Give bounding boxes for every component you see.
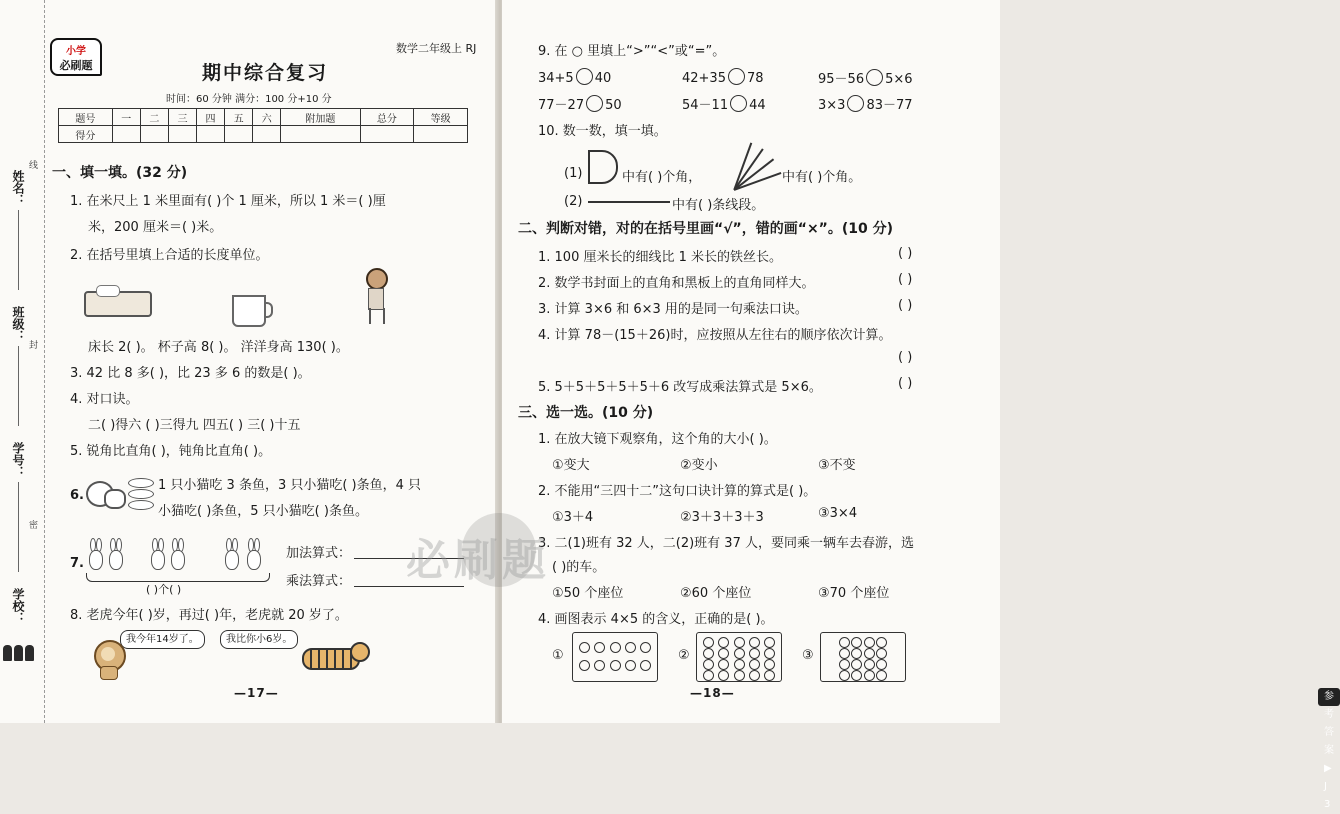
q10-part2-text: 中有( )条线段。 [672,198,765,213]
left-page [0,0,498,723]
question-9: 9. 在 ○ 里填上“>”“<”或“=”。 [538,44,726,59]
exam-meta: 时间：60 分钟 满分：100 分+10 分 [166,94,332,105]
choice-1-option-2[interactable]: ②变小 [680,458,718,473]
question-6-number: 6. [70,488,84,503]
choice-2-option-3[interactable]: ③3×4 [818,506,858,521]
choice-4-option-3-label[interactable]: ③ [802,648,814,663]
compare-circle[interactable] [847,95,864,112]
choice-2-option-2[interactable]: ②3＋3＋3＋3 [680,510,764,525]
class-label: 班级： [11,306,25,342]
q10-part1-text-a: 中有( )个角， [622,170,702,185]
right-page-number: —18— [690,686,735,700]
judge-5: 5. 5＋5＋5＋5＋5＋6 改写成乘法算式是 5×6。 [538,380,822,395]
seal-mark-secret: 密 [27,520,37,529]
watermark: 必刷题 [406,535,550,586]
tiger-speech-bubble: 我比你小6岁。 [220,630,298,649]
question-1-line-1: 1. 在米尺上 1 米里面有( )个 1 厘米，所以 1 米＝( )厘 [70,194,386,209]
lion-illustration [92,640,126,678]
judge-2-answer[interactable]: ( ) [898,272,913,287]
question-3: 3. 42 比 8 多( )，比 23 多 6 的数是( )。 [70,366,311,381]
choice-1-option-1[interactable]: ①变大 [552,458,590,473]
lion-speech-bubble: 我今年14岁了。 [120,630,205,649]
left-page-number: —17— [234,686,279,700]
edition-label: 数学二年级上 RJ [396,42,477,55]
question-6-line-2: 小猫吃( )条鱼，5 只小猫吃( )条鱼。 [158,504,368,519]
name-label: 姓名： [11,170,25,206]
compare-circle[interactable] [586,95,603,112]
judge-1-answer[interactable]: ( ) [898,246,913,261]
choice-3-option-1[interactable]: ①50 个座位 [552,586,624,601]
page-title: 期中综合复习 [202,62,329,84]
d-shape-figure [588,150,618,184]
rabbits-illustration [84,534,274,574]
addition-equation-label: 加法算式： [286,546,352,561]
choice-3-line-2: ( )的车。 [552,560,606,575]
q9-row2-item2: 54－11 44 [682,94,766,113]
seal-mark-line: 线 [27,160,37,169]
choice-1: 1. 在放大镜下观察角，这个角的大小( )。 [538,432,777,447]
binding-strip [0,0,45,723]
boy-illustration [362,268,388,326]
q10-part2-label: (2) [564,194,583,209]
section-3-heading: 三、选一选。(10 分) [518,405,654,421]
choice-2: 2. 不能用“三四十二”这句口诀计算的算式是( )。 [538,484,817,499]
choice-3-option-2[interactable]: ②60 个座位 [680,586,752,601]
dot-grid-option-1[interactable] [572,632,658,682]
seal-mark-seal: 封 [27,340,37,349]
id-line [18,482,19,572]
dot-grid-option-2[interactable] [696,632,782,682]
right-page [502,0,1334,810]
compare-circle[interactable] [866,69,883,86]
judge-5-answer[interactable]: ( ) [898,376,913,391]
question-7-brace-label: ( )个( ) [146,583,182,596]
angle-rays-figure [734,150,782,190]
choice-2-option-1[interactable]: ①3＋4 [552,510,594,525]
dot-grid-option-3[interactable] [820,632,906,682]
fish-icon [128,489,154,499]
score-table [58,108,468,143]
school-label: 学校： [11,588,25,624]
score-table-score-row: 得分 [59,126,468,143]
question-7-number: 7. [70,556,84,571]
question-1-line-2: 米，200 厘米＝( )米。 [88,220,223,235]
fish-icon [128,500,154,510]
choice-1-option-3[interactable]: ③不变 [818,458,856,473]
multiplication-equation-label: 乘法算式： [286,574,352,589]
compare-circle[interactable] [728,68,745,85]
choice-4: 4. 画图表示 4×5 的含义，正确的是( )。 [538,612,774,627]
question-2-blanks: 床长 2( )。 杯子高 8( )。 洋洋身高 130( )。 [88,340,349,355]
children-silhouette [2,645,40,685]
cat-illustration [82,475,124,509]
score-table-header-row: 题号 一 二 三 四 五 六 附加题 总分 等级 [59,109,468,126]
name-line [18,210,19,290]
q9-row1-item2: 42+35 78 [682,68,764,86]
cup-illustration [232,295,266,327]
class-line [18,346,19,426]
choice-3-line-1: 3. 二(1)班有 32 人，二(2)班有 37 人，要同乘一辆车去春游，选 [538,536,914,551]
compare-circle[interactable] [730,95,747,112]
judge-1: 1. 100 厘米长的细线比 1 米长的铁丝长。 [538,250,783,265]
q9-row1-item3: 95－56 5×6 [818,68,913,87]
fish-icon [128,478,154,488]
question-10: 10. 数一数，填一填。 [538,124,667,139]
q9-row1-item1: 34+5 40 [538,68,611,86]
student-id-label: 学号： [11,442,25,478]
brand-logo: 小学 必刷题 [50,38,102,76]
choice-3-option-3[interactable]: ③70 个座位 [818,586,890,601]
question-4-blanks: 二( )得六 ( )三得九 四五( ) 三( )十五 [88,418,301,433]
q10-part1-text-b: 中有( )个角。 [782,170,862,185]
compare-circle[interactable] [576,68,593,85]
question-8: 8. 老虎今年( )岁，再过( )年，老虎就 20 岁了。 [70,608,348,623]
line-segment-figure [588,201,670,203]
section-1-heading: 一、填一填。(32 分) [52,165,188,181]
judge-3-answer[interactable]: ( ) [898,298,913,313]
bed-illustration [84,283,150,321]
choice-4-option-2-label[interactable]: ② [678,648,690,663]
judge-3: 3. 计算 3×6 和 6×3 用的是同一句乘法口诀。 [538,302,808,317]
tiger-illustration [302,642,366,670]
section-2-heading: 二、判断对错，对的在括号里画“√”，错的画“×”。(10 分) [518,221,894,237]
question-5: 5. 锐角比直角( )，钝角比直角( )。 [70,444,272,459]
judge-4-answer[interactable]: ( ) [898,350,913,365]
question-4: 4. 对口诀。 [70,392,139,407]
answer-key-tag[interactable]: 参考答案 ▶ J 3 [1318,688,1340,706]
q9-row2-item3: 3×3 83－77 [818,94,913,113]
question-6-line-1: 1 只小猫吃 3 条鱼，3 只小猫吃( )条鱼，4 只 [158,478,422,493]
judge-4: 4. 计算 78－(15＋26)时，应按照从左往右的顺序依次计算。 [538,328,892,343]
q10-part1-label: (1) [564,166,583,181]
choice-4-option-1-label[interactable]: ① [552,648,564,663]
q9-row2-item1: 77－27 50 [538,94,622,113]
question-2: 2. 在括号里填上合适的长度单位。 [70,248,269,263]
judge-2: 2. 数学书封面上的直角和黑板上的直角同样大。 [538,276,815,291]
